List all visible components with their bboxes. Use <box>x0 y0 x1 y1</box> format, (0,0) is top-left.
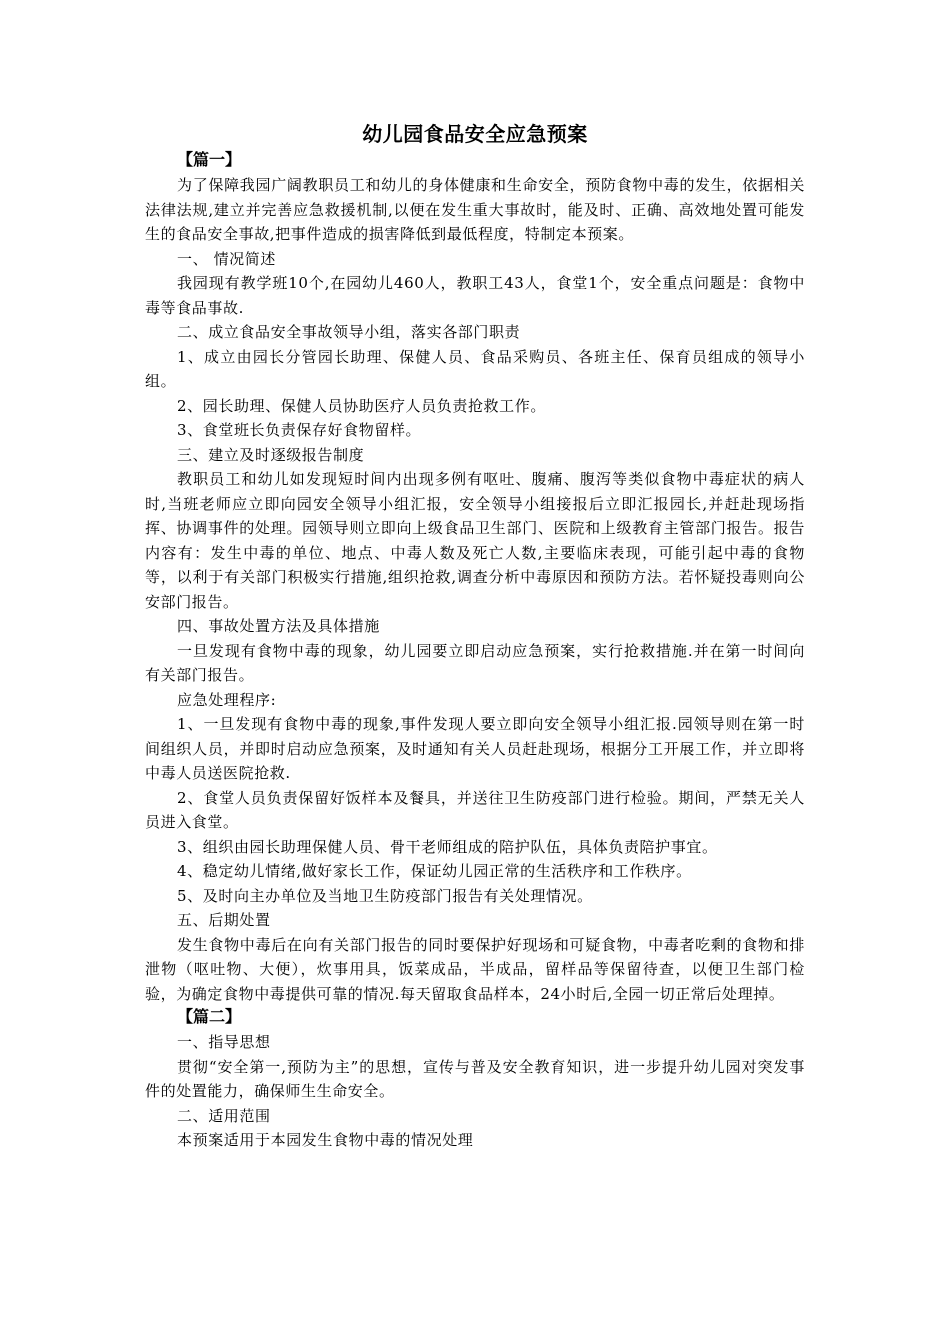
subheading-aftermath: 五、后期处置 <box>177 911 271 929</box>
subheading-measures: 四、事故处置方法及具体措施 <box>177 617 380 635</box>
paragraph: 我园现有教学班10个,在园幼儿460人，教职工43人，食堂1个，安全重点问题是：食物中毒等食品事故. <box>145 274 805 317</box>
paragraph: 为了保障我园广阔教职员工和幼儿的身体健康和生命安全，预防食物中毒的发生，依据相关法律法规,建立并完善应急救援机制,以便在发生重大事故时，能及时、正确、高效地处置可能发生的食品安全事故,把事件造成的损害降低到最低程度，特制定本预案。 <box>145 176 805 243</box>
list-item: 3、组织由园长助理保健人员、骨干老师组成的陪护队伍，具体负责陪护事宜。 <box>177 837 718 856</box>
paragraph: 本预案适用于本园发生食物中毒的情况处理 <box>177 1131 474 1149</box>
document-page <box>145 119 805 1153</box>
section-heading-2: 【篇二】 <box>177 1007 242 1026</box>
subheading-procedure: 应急处理程序: <box>177 690 277 709</box>
list-item: 2、食堂人员负责保留好饭样本及餐具，并送往卫生防疫部门进行检验。期间，严禁无关人员进入食堂。 <box>145 788 805 831</box>
paragraph: 教职员工和幼儿如发现短时间内出现多例有呕吐、腹痛、腹泻等类似食物中毒症状的病人时,当班老师应立即向园安全领导小组汇报，安全领导小组接报后立即汇报园长,并赶赴现场指挥、协调事件的处理。园领导则立即向上级食品卫生部门、医院和上级教育主管部门报告。报告内容有：发生中毒的单位、地点、中毒人数及死亡人数,主要临床表现，可能引起中毒的食物等，以利于有关部门积极实行措施,组织抢救,调查分析中毒原因和预防方法。若怀疑投毒则向公安部门报告。 <box>145 470 805 611</box>
paragraph: 发生食物中毒后在向有关部门报告的同时要保护好现场和可疑食物，中毒者吃剩的食物和排泄物（呕吐物、大便），炊事用具，饭菜成品，半成品，留样品等保留待查，以便卫生部门检验，为确定食物中毒提供可靠的情况.每天留取食品样本，24小时后,全园一切正常后处理掉。 <box>145 935 805 1003</box>
list-item: 4、稳定幼儿情绪,做好家长工作，保证幼儿园正常的生活秩序和工作秩序。 <box>177 862 692 880</box>
list-item: 3、食堂班长负责保存好食物留样。 <box>177 421 422 439</box>
section-heading-1: 【篇一】 <box>177 150 242 169</box>
document-title: 幼儿园食品安全应急预案 <box>362 122 588 146</box>
subheading-reporting: 三、建立及时逐级报告制度 <box>177 445 365 464</box>
list-item: 2、园长助理、保健人员协助医疗人员负责抢救工作。 <box>177 396 546 415</box>
subheading-guiding-thought: 一、指导思想 <box>177 1033 271 1051</box>
paragraph: 贯彻“安全第一,预防为主”的思想，宣传与普及安全教育知识，进一步提升幼儿园对突发事件的处置能力，确保师生生命安全。 <box>145 1057 805 1100</box>
subheading-situation: 一、 情况简述 <box>177 249 276 268</box>
paragraph: 一旦发现有食物中毒的现象，幼儿园要立即启动应急预案，实行抢救措施.并在第一时间向有关部门报告。 <box>145 641 805 684</box>
subheading-scope: 二、适用范围 <box>177 1106 271 1125</box>
list-item: 5、及时向主办单位及当地卫生防疫部门报告有关处理情况。 <box>177 886 593 905</box>
list-item: 1、一旦发现有食物中毒的现象,事件发现人要立即向安全领导小组汇报.园领导则在第一时间组织人员，并即时启动应急预案，及时通知有关人员赶赴现场，根据分工开展工作，并立即将中毒人员送医院抢救. <box>145 715 805 782</box>
list-item: 1、成立由园长分管园长助理、保健人员、食品采购员、各班主任、保育员组成的领导小组。 <box>145 347 805 390</box>
subheading-leadership-group: 二、成立食品安全事故领导小组，落实各部门职责 <box>177 323 521 341</box>
